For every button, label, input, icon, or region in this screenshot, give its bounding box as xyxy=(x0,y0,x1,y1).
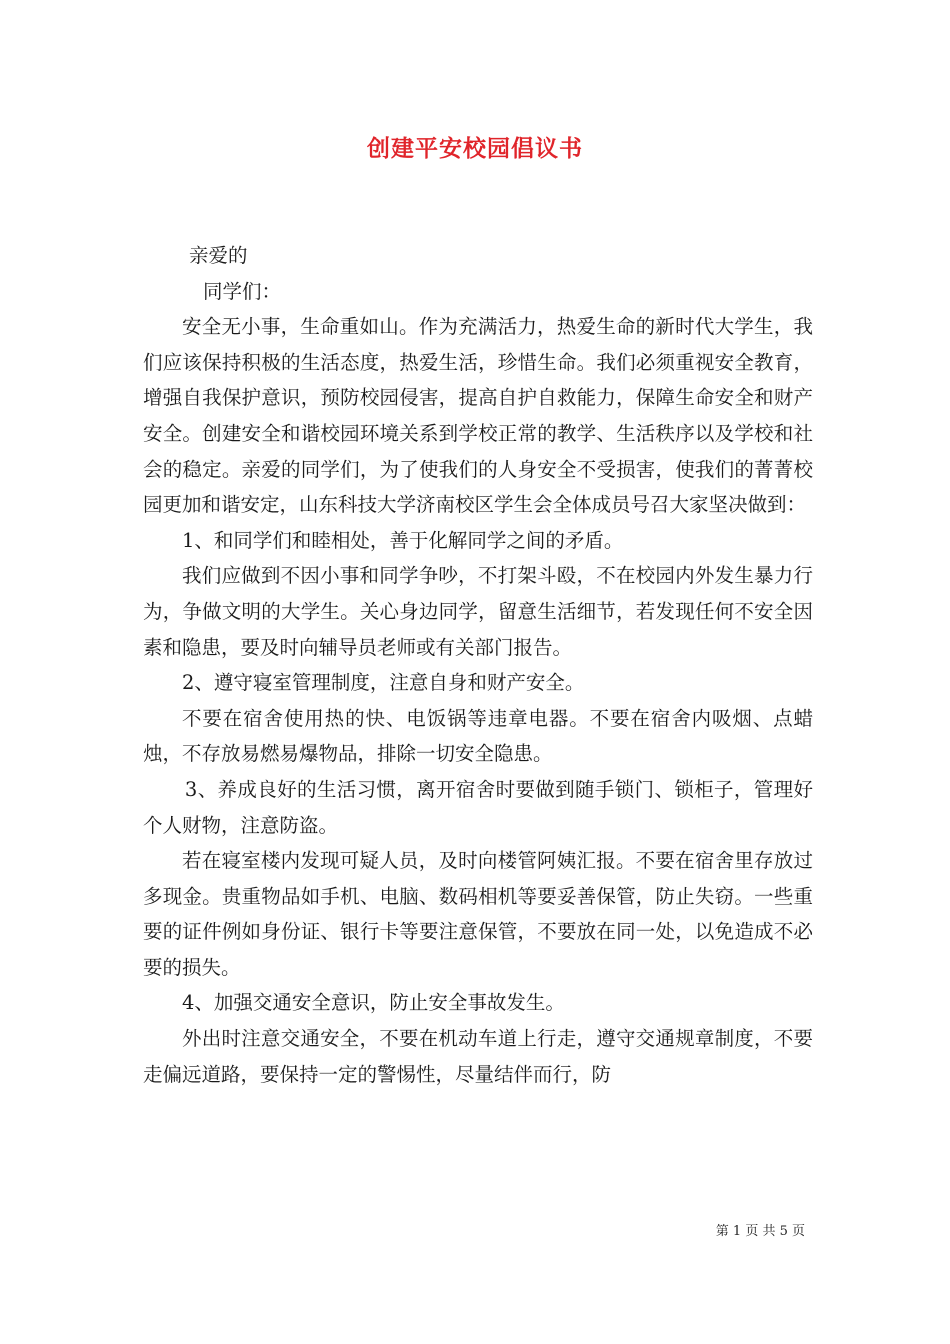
paragraph-item-2-heading: 2、遵守寝室管理制度，注意自身和财产安全。 xyxy=(182,671,585,695)
paragraph-item-3-heading: 3、养成良好的生活习惯，离开宿舍时要做到随手锁门、锁柜子，管理好个人财物，注意防盗。 xyxy=(143,777,813,837)
paragraph-item-2-body: 不要在宿舍使用热的快、电饭锅等违章电器。不要在宿舍内吸烟、点蜡烛，不存放易燃易爆物品，排除一切安全隐患。 xyxy=(143,706,813,766)
paragraph-item-4-body: 外出时注意交通安全，不要在机动车道上行走，遵守交通规章制度，不要走偏远道路，要保持一定的警惕性，尽量结伴而行，防 xyxy=(143,1027,813,1086)
paragraph-intro: 安全无小事，生命重如山。作为充满活力，热爱生命的新时代大学生，我们应该保持积极的生活态度，热爱生活，珍惜生命。我们必须重视安全教育，增强自我保护意识，预防校园侵害，提高自护自救能力，保障生命安全和财产安全。创建安全和谐校园环境关系到学校正常的教学、生活秩序以及学校和社会的稳定。亲爱的同学们，为了使我们的人身安全不受损害，使我们的菁菁校园更加和谐安定，山东科技大学济南校区学生会全体成员号召大家坚决做到： xyxy=(143,315,813,517)
greeting-line-1: 亲爱的 xyxy=(189,244,248,267)
greeting-line-2: 同学们： xyxy=(203,279,282,303)
page-number-footer: 第 1 页 共 5 页 xyxy=(715,1224,805,1239)
paragraph-item-1-body: 我们应做到不因小事和同学争吵，不打架斗殴，不在校园内外发生暴力行为，争做文明的大学生。关心身边同学，留意生活细节，若发现任何不安全因素和隐患，要及时向辅导员老师或有关部门报告。 xyxy=(143,564,813,659)
paragraph-item-4-heading: 4、加强交通安全意识，防止安全事故发生。 xyxy=(182,991,565,1015)
paragraph-item-1-heading: 1、和同学们和睦相处，善于化解同学之间的矛盾。 xyxy=(182,528,624,552)
document-title: 创建平安校园倡议书 xyxy=(367,135,583,162)
paragraph-item-3-body: 若在寝室楼内发现可疑人员，及时向楼管阿姨汇报。不要在宿舍里存放过多现金。贵重物品如手机、电脑、数码相机等要妥善保管，防止失窃。一些重要的证件例如身份证、银行卡等要注意保管，不要放在同一处，以免造成不必要的损失。 xyxy=(143,849,813,979)
document-body xyxy=(143,238,813,1092)
